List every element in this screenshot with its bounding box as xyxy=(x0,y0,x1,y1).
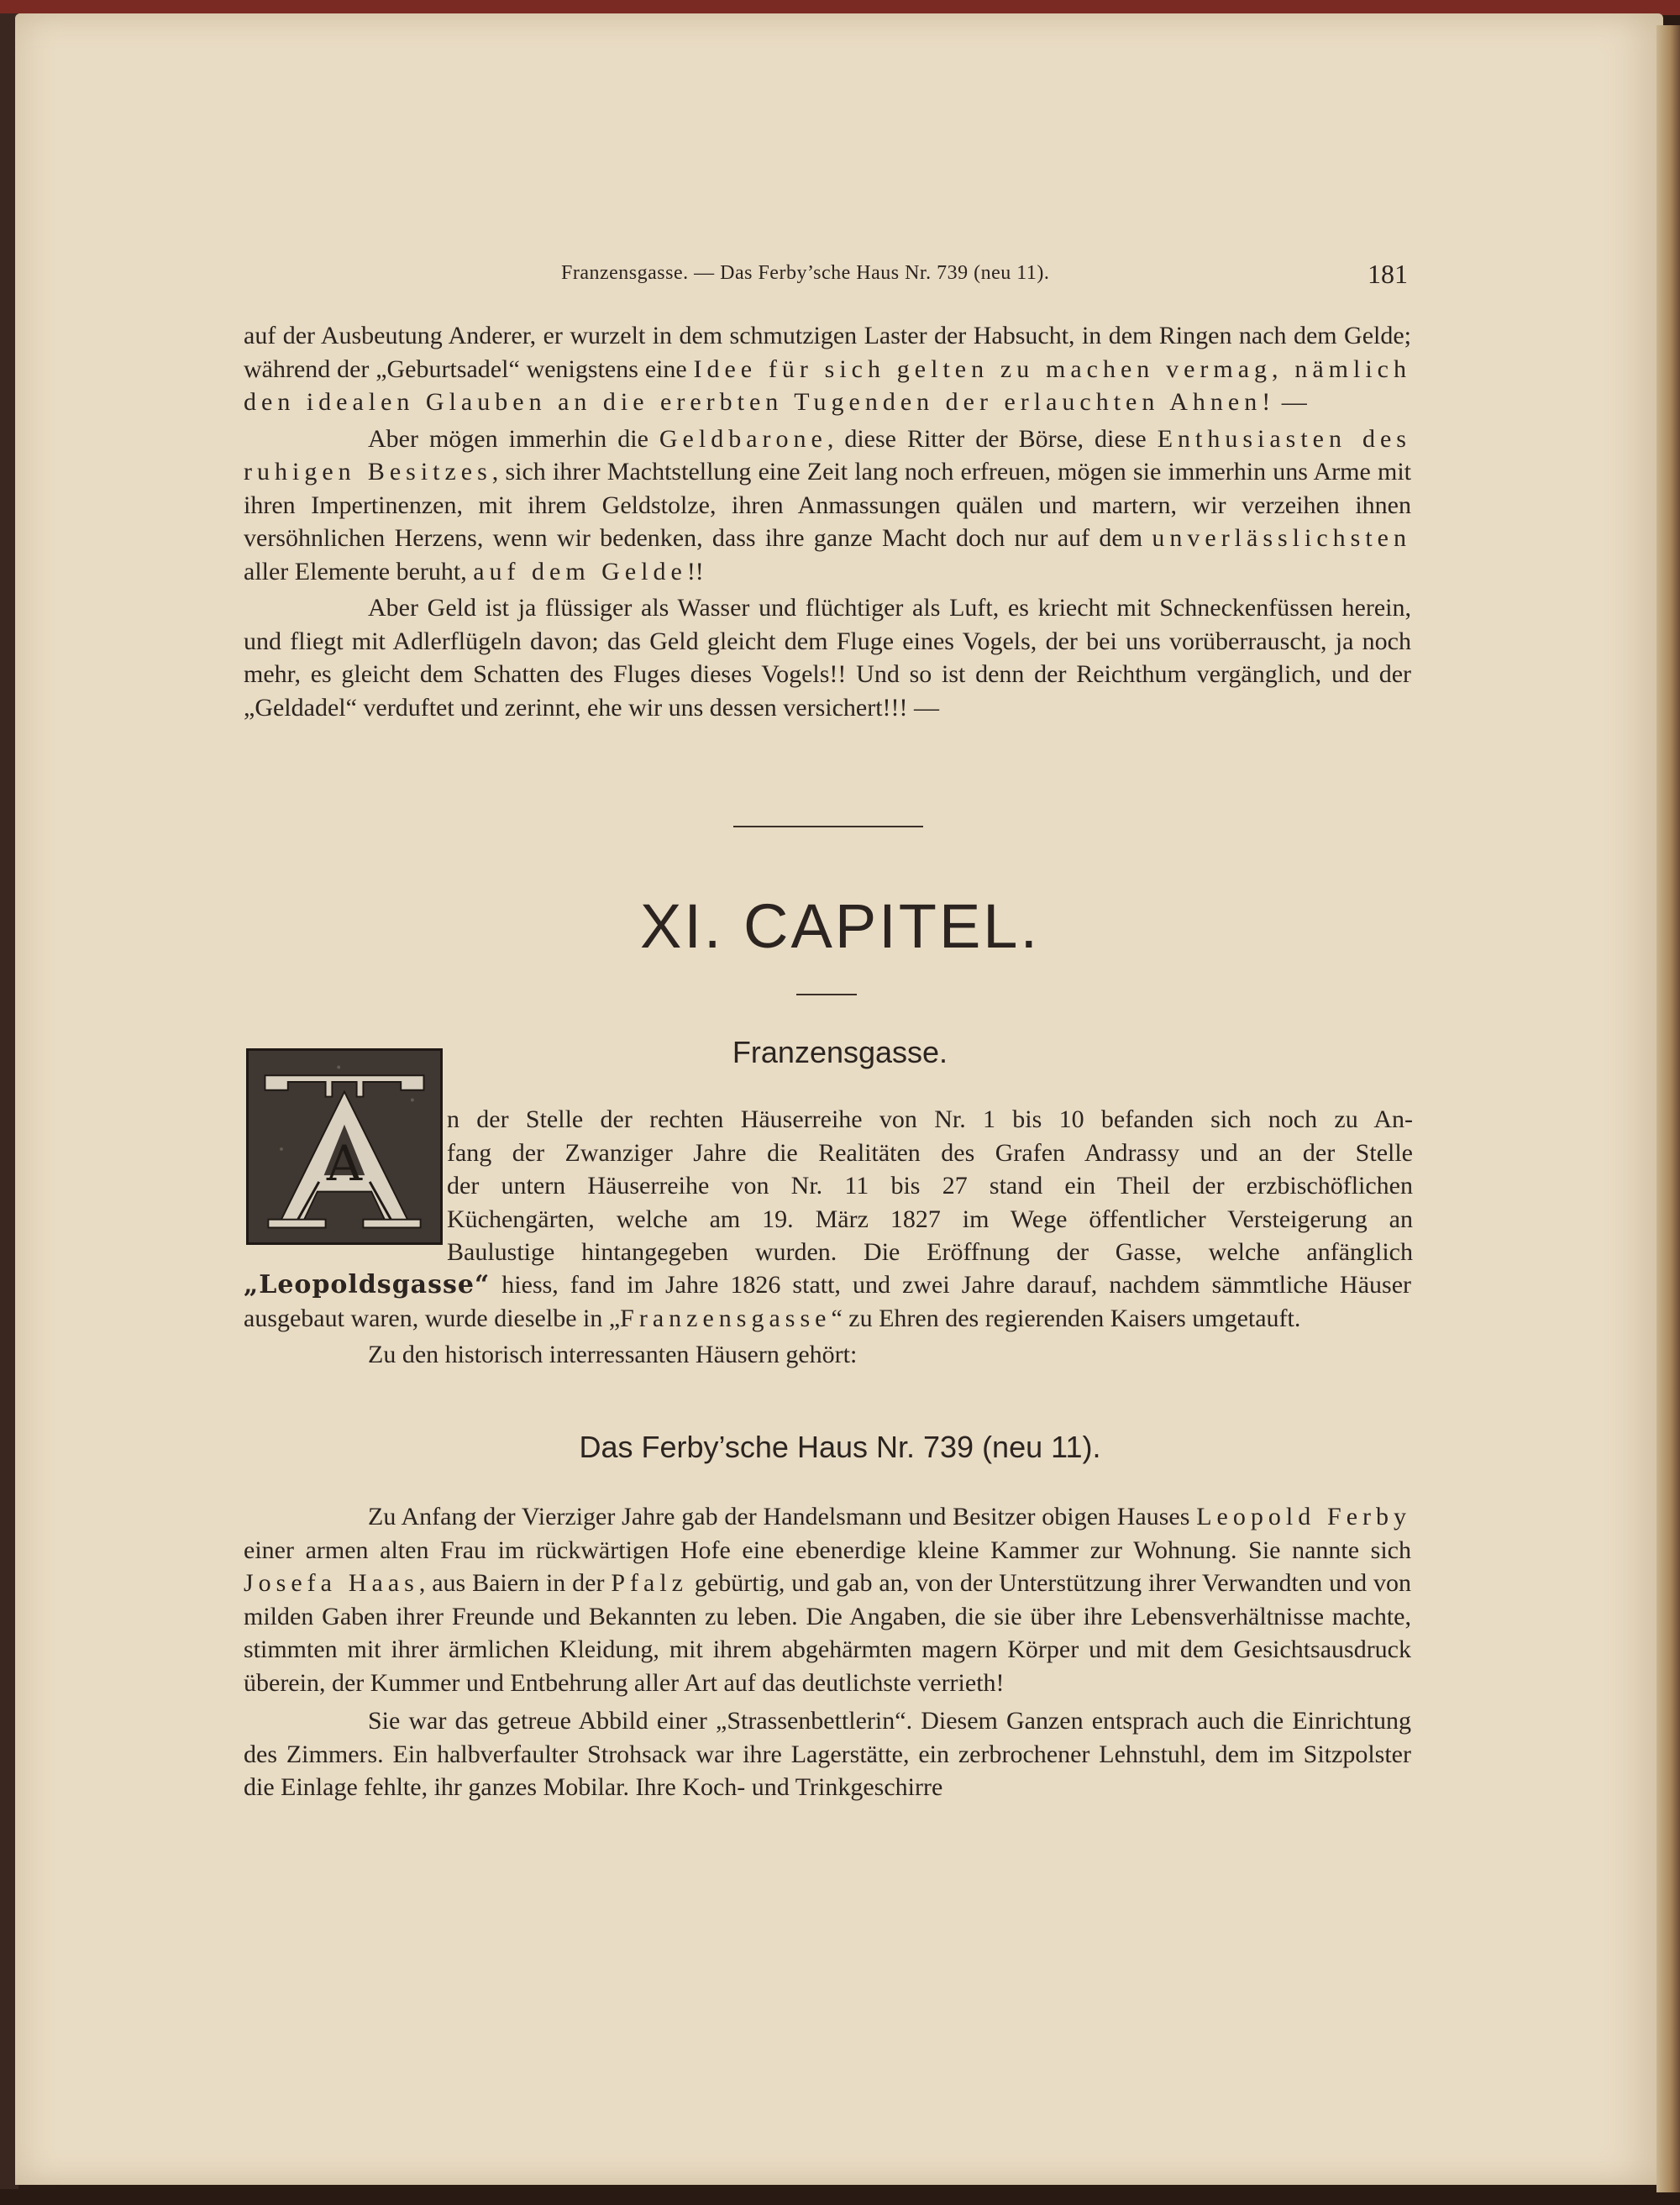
wrap-line: der untern Häuserreihe von Nr. 11 bis 27 stand ein Theil der erzbischöflichen xyxy=(447,1172,1413,1200)
chapter-text-cont xyxy=(244,1268,1411,1372)
wrap-line: fang der Zwanziger Jahre die Realitäten des Grafen Andrassy und an der Stelle xyxy=(447,1138,1413,1167)
paragraph-1: auf der Ausbeutung Anderer, er wurzelt in dem schmutzigen Laster der Habsucht, in dem Ringen nach dem Gelde; während der „Geburtsadel“ wenigstens eine Idee für sich gelten zu machen vermag, nämlich den idealen Glauben an die ererbten Tugenden der erlauchten Ahnen! — xyxy=(244,322,1411,416)
running-head xyxy=(0,259,1680,292)
paragraph-2: Aber mögen immerhin die Geldbarone, diese Ritter der Börse, diese Enthusiasten des ruhigen Besitzes, sich ihrer Machtstellung eine Zeit lang noch erfreuen, mögen sie immerhin uns Arme mit ihren Impertinenzen, mit ihrem Geldstolze, ihren Anmassungen quälen und martern, wir verzeihen ihnen versöhnlichen Herzens, wenn wir bedenken, dass ihre ganze Macht doch nur auf dem unverlässlichsten aller Elemente beruht, auf dem Gelde!! xyxy=(244,424,1411,585)
section2-title: Das Ferby’sche Haus Nr. 739 (neu 11). xyxy=(579,1430,1101,1464)
page-edge-right xyxy=(1656,25,1680,2192)
initial-wrap-text xyxy=(447,1103,1413,1269)
paragraph-intro: Zu den historisch interressanten Häusern gehört: xyxy=(368,1341,858,1368)
chapter-subtitle: Franzensgasse. xyxy=(732,1035,948,1069)
chapter-title: XI. CAPITEL. xyxy=(639,891,1041,961)
paragraph-leopoldsgasse: „Leopoldsgasse“ hiess, fand im Jahre 1826 statt, und zwei Jahre darauf, nachdem sämmtliche Häuser ausgebaut waren, wurde dieselbe in „Franzensgasse“ zu Ehren des regierenden Kaisers umgetauft. xyxy=(244,1270,1411,1332)
running-title: Franzensgasse. — Das Ferby’sche Haus Nr. 739 (neu 11). xyxy=(561,262,1050,284)
chapter-title-rule xyxy=(796,994,857,995)
paragraph-ferby-1: Zu Anfang der Vierziger Jahre gab der Handelsmann und Besitzer obigen Hauses Leopold Ferby einer armen alten Frau im rückwärtigen Hofe eine ebenerdige kleine Kammer zur Wohnung. Sie nannte sich Josefa Haas, aus Baiern in der Pfalz gebürtig, und gab an, von der Unterstützung ihrer Verwandten und von milden Gaben ihrer Freunde und Bekannten zu leben. Die Angaben, die sie über ihre Lebensverhältnisse machte, stimmten mit ihrer ärmlichen Kleidung, mit ihrem abgehärmten magern Körper und mit dem Gesichtsausdruck überein, der Kummer und Entbehrung aller Art auf das deutlichste verrieth! xyxy=(244,1503,1412,1697)
section2-text xyxy=(244,1500,1411,1804)
wrap-line: n der Stelle der rechten Häuserreihe von Nr. 1 bis 10 befanden sich noch zu An- xyxy=(447,1105,1413,1133)
wrap-line: Baulustige hintangegeben wurden. Die Eröffnung der Gasse, welche anfänglich xyxy=(447,1238,1413,1266)
section-divider xyxy=(733,826,923,827)
paragraph-3: Aber Geld ist ja flüssiger als Wasser und flüchtiger als Luft, es kriecht mit Schneckenfüssen herein, und fliegt mit Adlerflügeln davon; das Geld gleicht dem Fluge eines Vogels, der bei uns vorüberrauscht, ja noch mehr, es gleicht dem Schatten des Fluges dieses Vogels!! Und so ist denn der Reichthum vergänglich, und der „Geldadel“ verduftet und zerinnt, ehe wir uns dessen versichert!!! — xyxy=(244,594,1411,722)
wrap-line: Küchengärten, welche am 19. März 1827 im Wege öffentlicher Versteigerung an xyxy=(447,1205,1413,1233)
initial-a-ornament xyxy=(249,1051,440,1242)
page-number: 181 xyxy=(1368,259,1408,289)
section1-text xyxy=(244,319,1411,724)
decorated-initial xyxy=(246,1048,443,1245)
svg-text:A: A xyxy=(326,1134,363,1192)
paragraph-ferby-2: Sie war das getreue Abbild einer „Strassenbettlerin“. Diesem Ganzen entsprach auch die Einrichtung des Zimmers. Ein halbverfaulter Strohsack war ihre Lagerstätte, ein zerbrochener Lehnstuhl, dem im Sitzpolster die Einlage fehlte, ihr ganzes Mobilar. Ihre Koch- und Trinkgeschirre xyxy=(244,1707,1411,1801)
